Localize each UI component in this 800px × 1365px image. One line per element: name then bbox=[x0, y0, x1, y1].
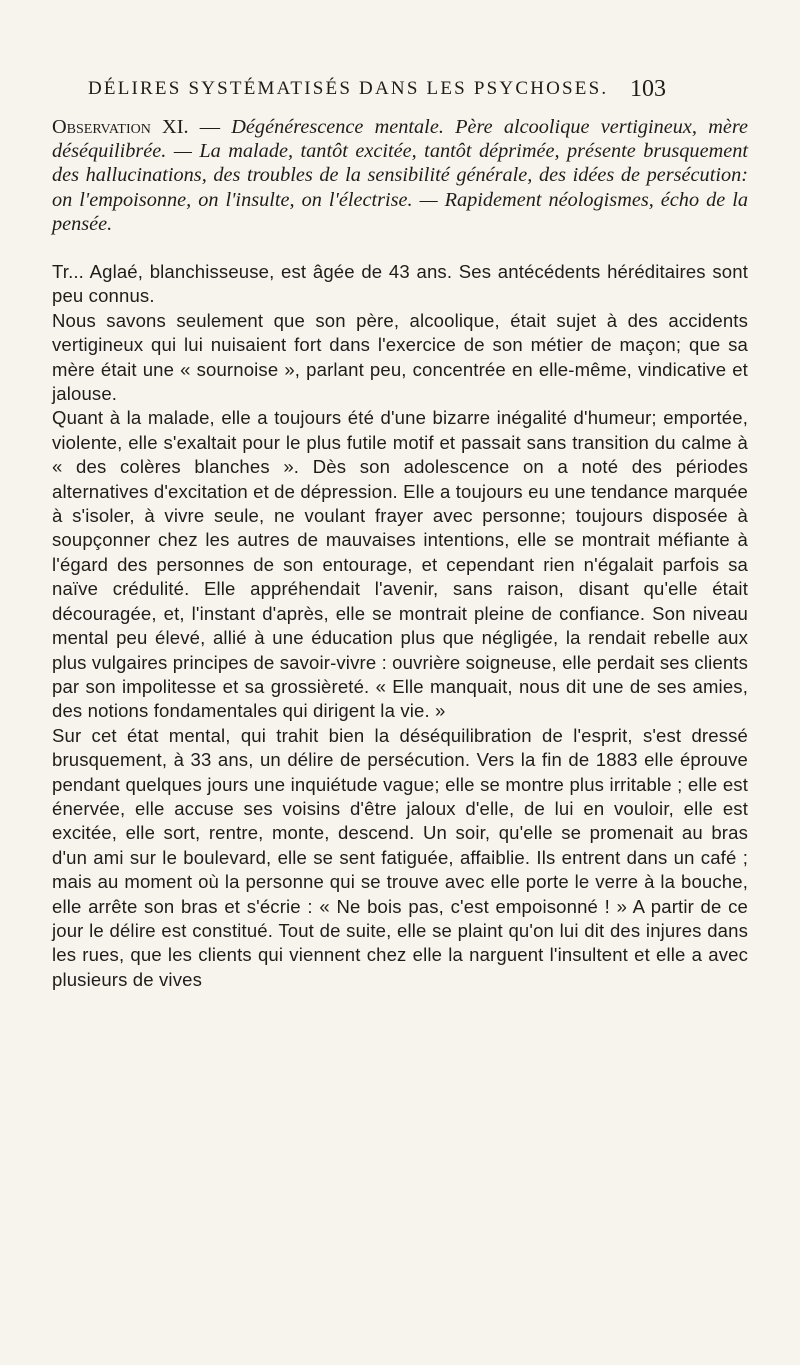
paragraph: Sur cet état mental, qui trahit bien la déséquilibration de l'esprit, s'est dressé brusquement, à 33 ans, un délire de persécution. Vers la fin de 1883 elle éprouve pendant quelques jours une inquiétude vague; elle se montre plus irritable ; elle est énervée, elle accuse ses voisins d'être jaloux d'elle, de lui en vouloir, elle est excitée, elle sort, rentre, monte, descend. Un soir, qu'elle se promenait au bras d'un ami sur le boulevard, elle se sent fatiguée, affaiblie. Ils entrent dans un café ; mais au moment où la personne qui se trouve avec elle porte le verre à la bouche, elle arrête son bras et s'écrie : « Ne bois pas, c'est empoisonné ! » A partir de ce jour le délire est constitué. Tout de suite, elle se plaint qu'on lui dit des injures dans les rues, que les clients qui viennent chez elle la narguent l'insultent et elle a avec plusieurs de vives bbox=[52, 724, 748, 990]
observation-label: Observation XI. — bbox=[52, 116, 221, 138]
paragraph: Quant à la malade, elle a toujours été d'une bizarre inégalité d'humeur; emportée, violente, elle s'exaltait pour le plus futile motif et passait sans transition du calme à « des colères blanches ». Dès son adolescence on a noté des périodes alternatives d'excitation et de dépression. Elle a toujours eu une tendance marquée à s'isoler, à vivre seule, ne voulant frayer avec personne; toujours disposée à soupçonner chez les autres de mauvaises intentions, elle se montrait méfiante à l'égard des personnes de son entourage, et cependant rien n'égalait parfois sa naïve crédulité. Elle appréhendait l'avenir, sans raison, disant qu'elle était découragée, et, l'instant d'après, elle se montrait pleine de confiance. Son niveau mental peu élevé, allié à une éducation plus que négligée, la rendait rebelle aux plus vulgaires principes de savoir-vivre : ouvrière soigneuse, elle perdait ses clients par son impolitesse et sa grossièreté. « Elle manquait, nous dit une de ses amies, des notions fondamentales qui dirigent la vie. » bbox=[52, 407, 748, 722]
body-text bbox=[52, 260, 748, 992]
paragraph: Tr... Aglaé, blanchisseuse, est âgée de 43 ans. Ses antécédents héréditaires sont peu connus. bbox=[52, 261, 748, 307]
paragraph: Nous savons seulement que son père, alcoolique, était sujet à des accidents vertigineux qui lui nuisaient fort dans l'exercice de son métier de maçon; que sa mère était une « sournoise », parlant peu, concentrée en elle-même, vindicative et jalouse. bbox=[52, 309, 748, 405]
running-header: DÉLIRES SYSTÉMATISÉS DANS LES PSYCHOSES. bbox=[88, 78, 609, 99]
observation-heading bbox=[52, 115, 748, 236]
observation-summary: Dégénérescence mentale. Père alcoolique vertigineux, mère déséquilibrée. — La malade, tantôt excitée, tantôt déprimée, présente brusquement des hallucinations, des troubles de la sensibilité générale, des idées de persécution: on l'empoisonne, on l'insulte, on l'électrise. — Rapidement néologismes, écho de la pensée. bbox=[52, 116, 749, 235]
page-number: 103 bbox=[630, 76, 666, 102]
